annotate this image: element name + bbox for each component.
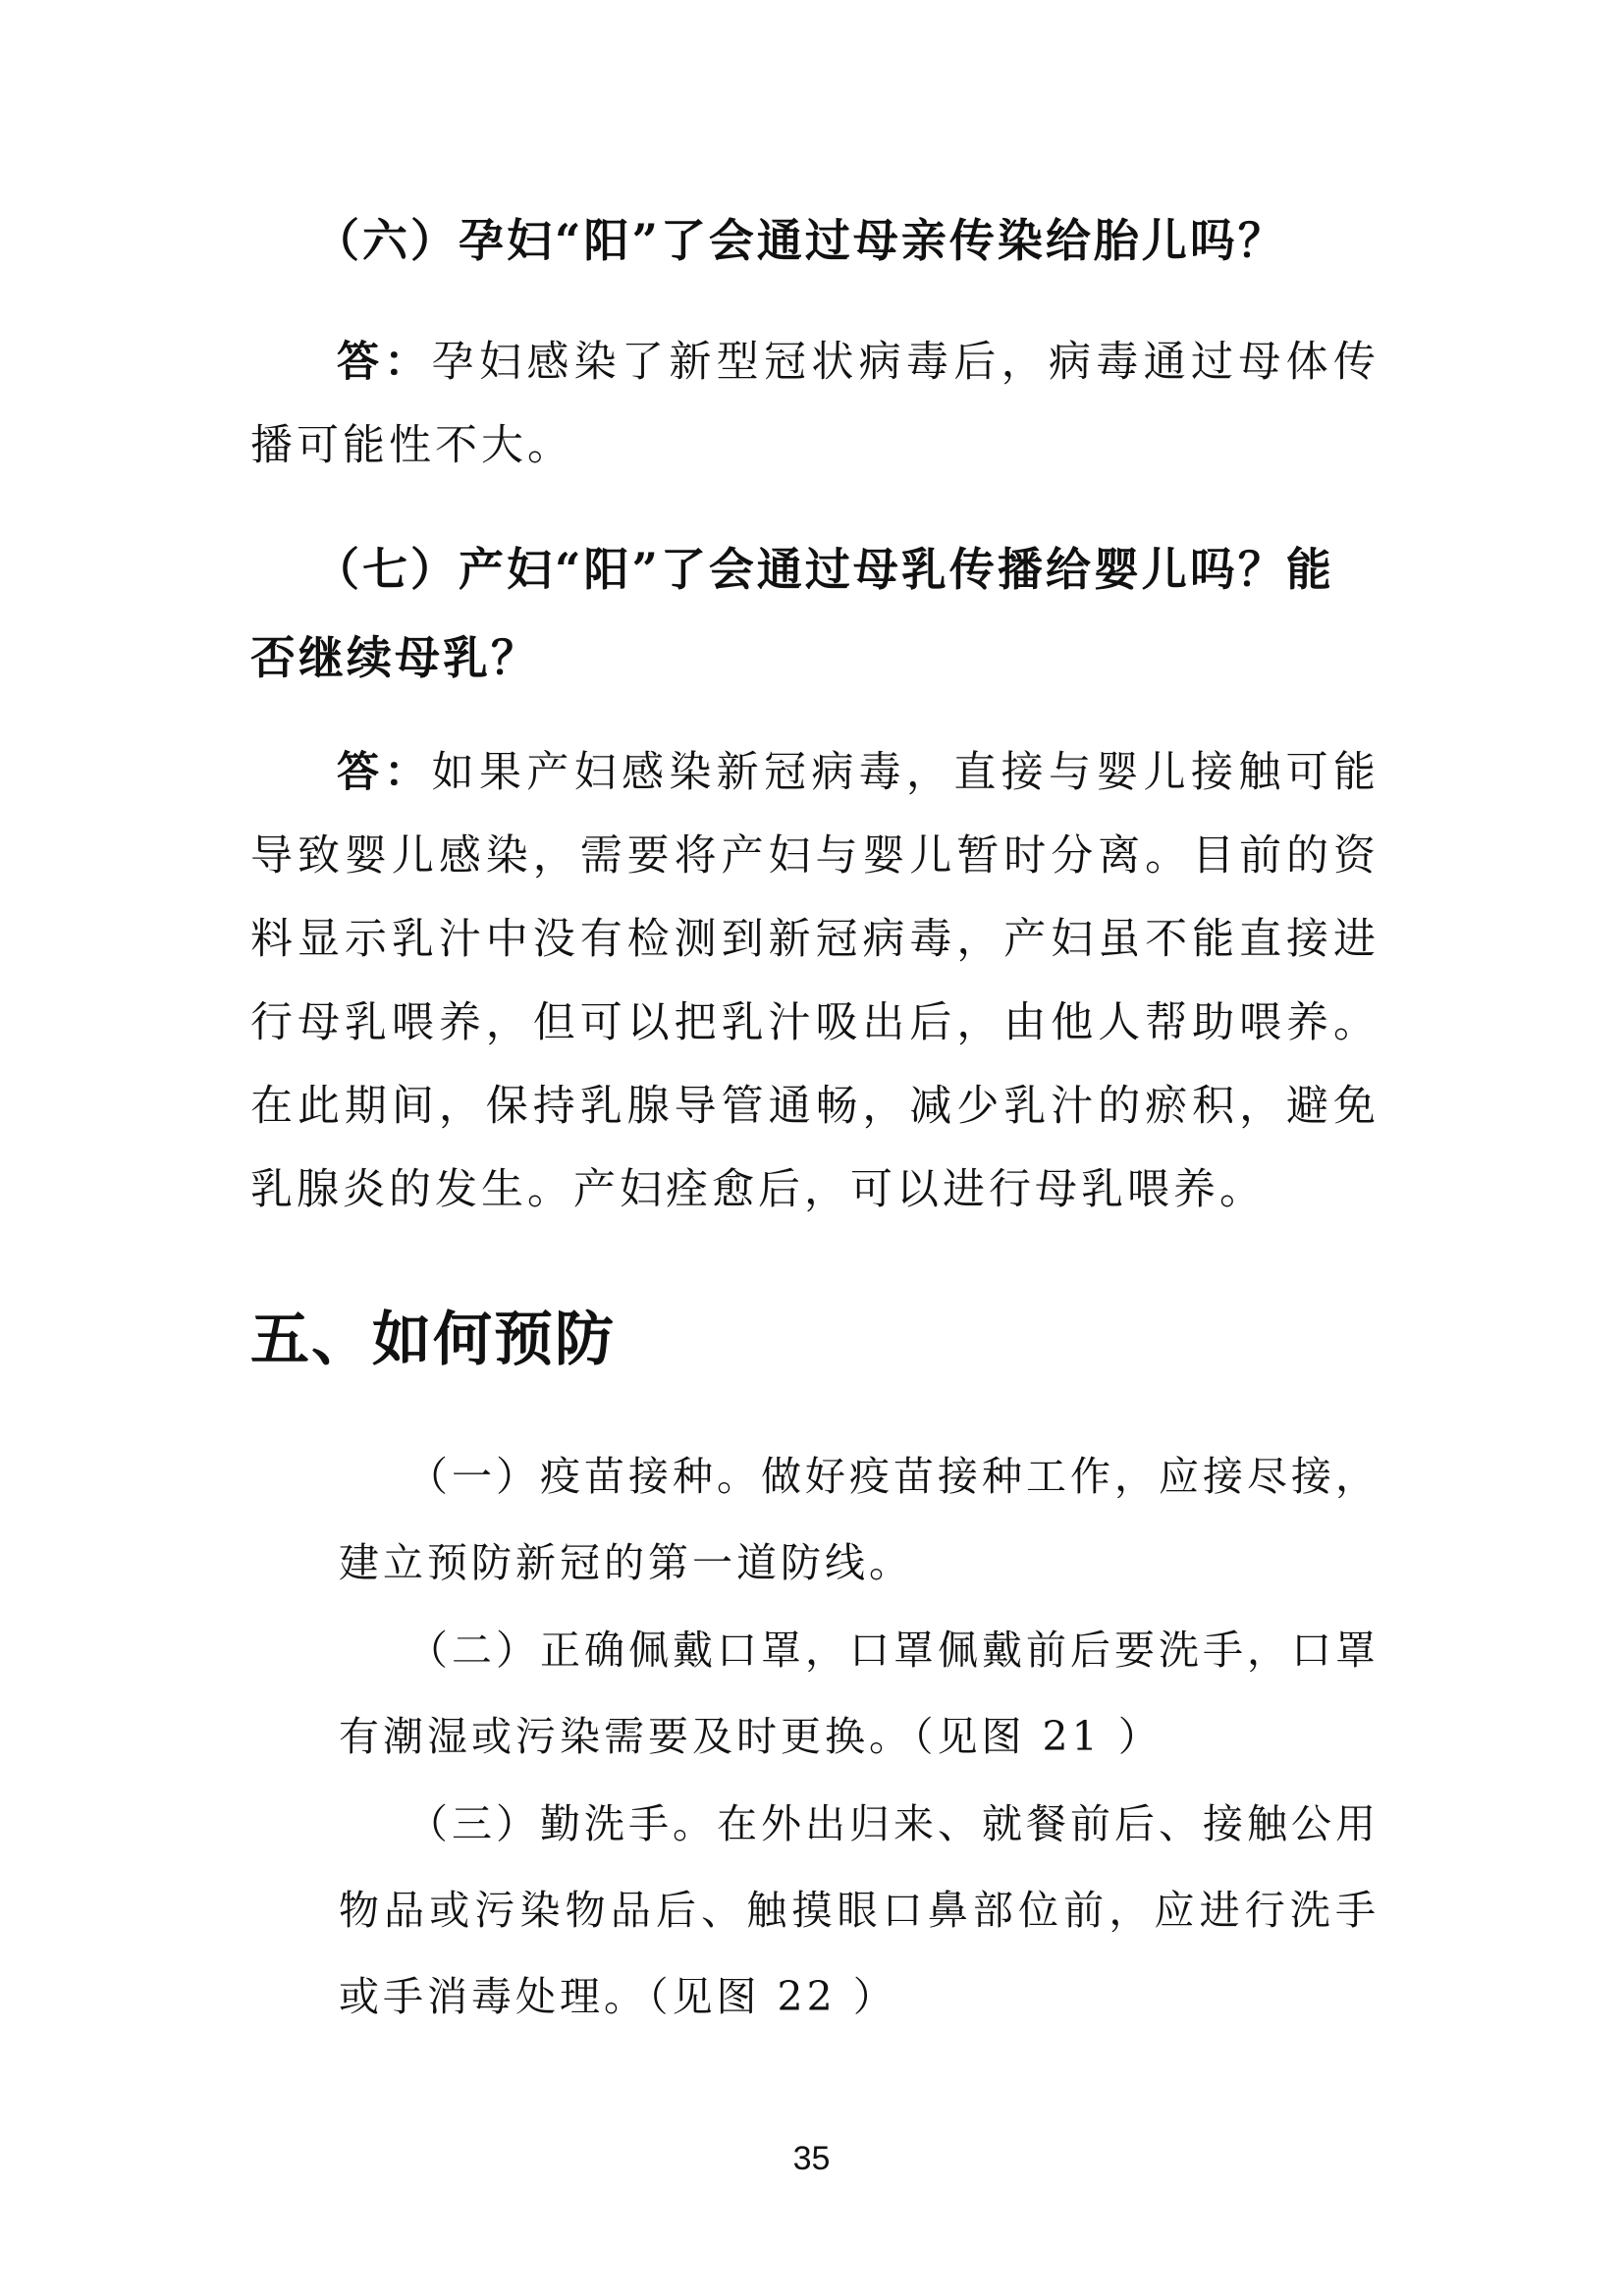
question-6-heading: （六）孕妇“阳”了会通过母亲传染给胎儿吗？ bbox=[314, 214, 1286, 267]
question-7-answer bbox=[250, 731, 1380, 1232]
prevention-item: （二）正确佩戴口罩，口罩佩戴前后要洗手，口罩有潮湿或污染需要及时更换。（见图 21 ） bbox=[339, 1627, 1380, 1760]
answer-text: 如果产妇感染新冠病毒，直接与婴儿接触可能导致婴儿感染，需要将产妇与婴儿暂时分离。目前的资料显示乳汁中没有检测到新冠病毒，产妇虽不能直接进行母乳喂养，但可以把乳汁吸出后，由他人帮助喂养。在此期间，保持乳腺导管通畅，减少乳汁的瘀积，避免乳腺炎的发生。产妇痊愈后，可以进行母乳喂养。 bbox=[250, 748, 1380, 1214]
prevention-item: （三）勤洗手。在外出归来、就餐前后、接触公用物品或污染物品后、触摸眼口鼻部位前，应进行洗手或手消毒处理。（见图 22 ） bbox=[339, 1800, 1380, 2020]
section-heading: 五、如何预防 bbox=[250, 1306, 616, 1374]
page-number: 35 bbox=[792, 2140, 831, 2177]
answer-label: 答： bbox=[337, 338, 432, 387]
question-6-answer bbox=[250, 321, 1380, 488]
prevention-item: （一）疫苗接种。做好疫苗接种工作，应接尽接，建立预防新冠的第一道防线。 bbox=[339, 1453, 1380, 1586]
answer-text: 孕妇感染了新型冠状病毒后，病毒通过母体传播可能性不大。 bbox=[250, 338, 1380, 470]
answer-label: 答： bbox=[337, 748, 432, 797]
question-7-heading: （七）产妇“阳”了会通过母乳传播给婴儿吗？能否继续母乳？ bbox=[250, 543, 1334, 684]
